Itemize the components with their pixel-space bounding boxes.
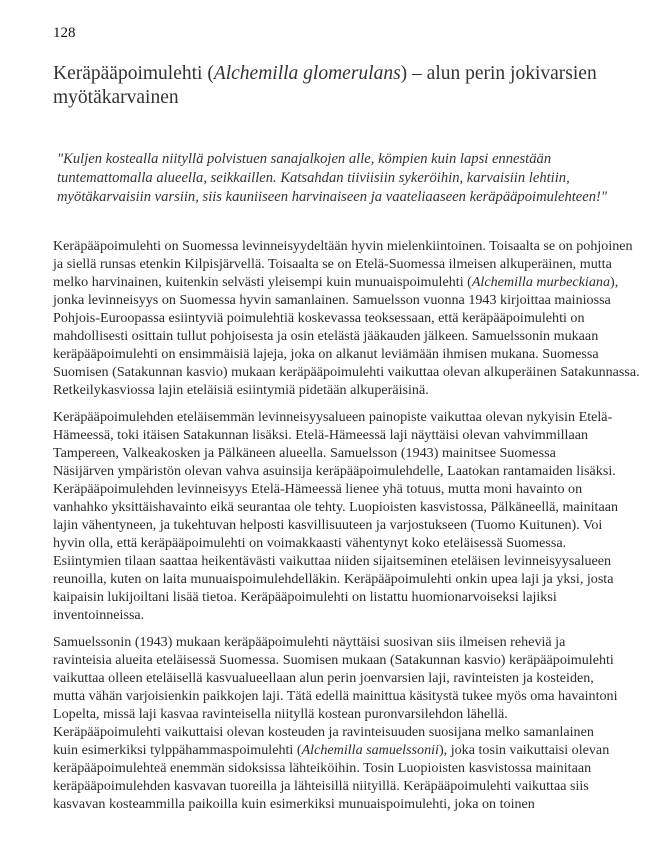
text-line: keräpääpoimulehden kasvavan tuoreilla ja lähteisillä niityillä. Keräpääpoimulehti vaikuttaa siis: [53, 778, 589, 794]
text-line: melko harvinainen, kuitenkin selvästi yleisempi kuin munuaispoimulehti (Alchemilla murbeckiana),: [53, 274, 619, 290]
latin-name: Alchemilla murbeckiana: [471, 274, 610, 290]
text-line: keräpääpoimulehteä enemmän sidoksissa lähteiköihin. Tosin Luopioisten kasvistossa mainitaan: [53, 760, 592, 776]
text-line: lajin vähentyneen, ja tukehtuvan helposti kasvillisuuteen ja varjostukseen (Tuomo Kuitunen). Voi: [53, 517, 603, 533]
text-line: kasvavan kosteammilla paikoilla kuin esimerkiksi munuaispoimulehti, joka on toinen: [53, 796, 535, 812]
text-line: Keräpääpoimulehti on Suomessa levinneisyydeltään hyvin mielenkiintoinen. Toisaalta se on pohjoinen: [53, 238, 633, 254]
text-line: inventoinneissa.: [53, 607, 145, 623]
text-line: Esiintymien tilaan saattaa heikentävästi vaikuttaa niiden sijaitseminen eteläisen levinneisyysalueen: [53, 553, 612, 569]
text-line: Näsijärven ympäristön olevan vahva asuinsija keräpääpoimulehdelle, Laatokan rantamaiden lisäksi.: [53, 463, 616, 479]
text-line: Keräpääpoimulehti vaikuttaisi olevan kosteuden ja ravinteisuuden suosijana melko samanlainen: [53, 724, 594, 740]
title-latin-name: Alchemilla glomerulans: [213, 63, 401, 84]
title-prefix: Keräpääpoimulehti (: [53, 63, 214, 84]
text-line: jonka levinneisyys on Suomessa hyvin samanlainen. Samuelsson vuonna 1943 kirjoittaa mainiossa: [53, 292, 611, 308]
text-line: Hämeessä, toki itäisen Satakunnan lisäksi. Etelä-Hämeessä laji näyttäisi olevan vahvimmillaan: [53, 427, 589, 443]
text-line: vanhahko yksittäishavainto eikä seurantaa ole tehty. Luopioisten kasvistossa, Pälkäneellä, mainitaan: [53, 499, 619, 515]
text-line: Suomisen (Satakunnan kasvio) mukaan keräpääpoimulehti vaikuttaa olevan alkuperäinen Satakunnassa.: [53, 364, 640, 380]
text-line: vaikuttaa olleen eteläisellä kasvualueellaan alun perin joenvarsien laji, ravinteisten ja kosteiden,: [53, 670, 594, 686]
article-body: [53, 237, 640, 822]
text-line: keräpääpoimulehti on ensimmäisiä lajeja, joka on alkanut leviämään ihmisen mukana. Suomessa: [53, 346, 599, 362]
text-line: kaipaisin lukijoiltani lisää tietoa. Keräpääpoimulehti on listattu huomionarvoiseksi lajiksi: [53, 589, 557, 605]
text-line: reunoilla, kuten on laita munuaispoimulehdelläkin. Keräpääpoimulehti onkin upea laji ja yksi, josta: [53, 571, 614, 587]
article-title: [53, 62, 613, 110]
text-line: mahdollisesti osittain tullut pohjoisesta ja osin etelästä jääkauden jälkeen. Samuelssonin mukaan: [53, 328, 599, 344]
text-line: Retkeilykasviossa lajin eteläisiä esiintymiä pidetään alkuperäisinä.: [53, 382, 429, 398]
body-paragraph: [53, 408, 628, 624]
title-suffix: ) – alun perin jokivarsien myötäkarvainen: [53, 63, 597, 108]
intro-quote: "Kuljen kostealla niityllä polvistuen sanajalkojen alle, kömpien kuin lapsi ennestään tuntemattomalla alueella, seikkaillen. Katsahdan tiiviisiin sykeröihin, karvaisiin lehtiin, myötäkarvaisiin varsiin, siis kauniiseen harvinaiseen ja vaateliaaseen keräpääpoimulehteen!": [57, 151, 608, 205]
text-line: Samuelssonin (1943) mukaan keräpääpoimulehti näyttäisi suosivan siis ilmeisen reheviä ja: [53, 634, 566, 650]
text-line: Keräpääpoimulehden levinneisyys Etelä-Hämeessä lienee yhä totuus, mutta moni havainto on: [53, 481, 583, 497]
body-paragraph: [53, 237, 640, 399]
text-line: ja siellä runsas etenkin Kilpisjärvellä. Toisaalta se on Etelä-Suomessa ilmeisen alkuperäinen, mutta: [53, 256, 612, 272]
text-line: Keräpääpoimulehden eteläisemmän levinneisyysalueen painopiste vaikuttaa olevan nykyisin Etelä-: [53, 409, 613, 425]
text-line: ravinteisia alueita eteläisessä Suomessa. Suomisen mukaan (Satakunnan kasvio) keräpääpoimulehti: [53, 652, 614, 668]
text-line: Lopelta, missä laji kasvaa ravinteisella niityllä kostean puronvarsilehdon lähellä.: [53, 706, 508, 722]
text-line: kuin esimerkiksi tylppähammaspoimulehti (Alchemilla samuelssonii), joka tosin vaikuttaisi olevan: [53, 742, 610, 758]
text-line: Pohjois-Euroopassa esiintyviä poimulehtiä koskevassa teoksessaan, että keräpääpoimulehti on: [53, 310, 585, 326]
text-line: hyvin olla, että keräpääpoimulehti on voimakkaasti vähentynyt koko eteläisessä Suomessa.: [53, 535, 567, 551]
page-number: 128: [53, 25, 76, 41]
body-paragraph: [53, 633, 628, 813]
text-line: Tampereen, Valkeakosken ja Pälkäneen alueella. Samuelsson (1943) mainitsee Suomessa: [53, 445, 556, 461]
latin-name: Alchemilla samuelssonii: [301, 742, 439, 758]
text-line: mutta vähän varjoisienkin paikkojen laji. Tätä edellä mainittua käsitystä tukee myös oma havaintoni: [53, 688, 618, 704]
